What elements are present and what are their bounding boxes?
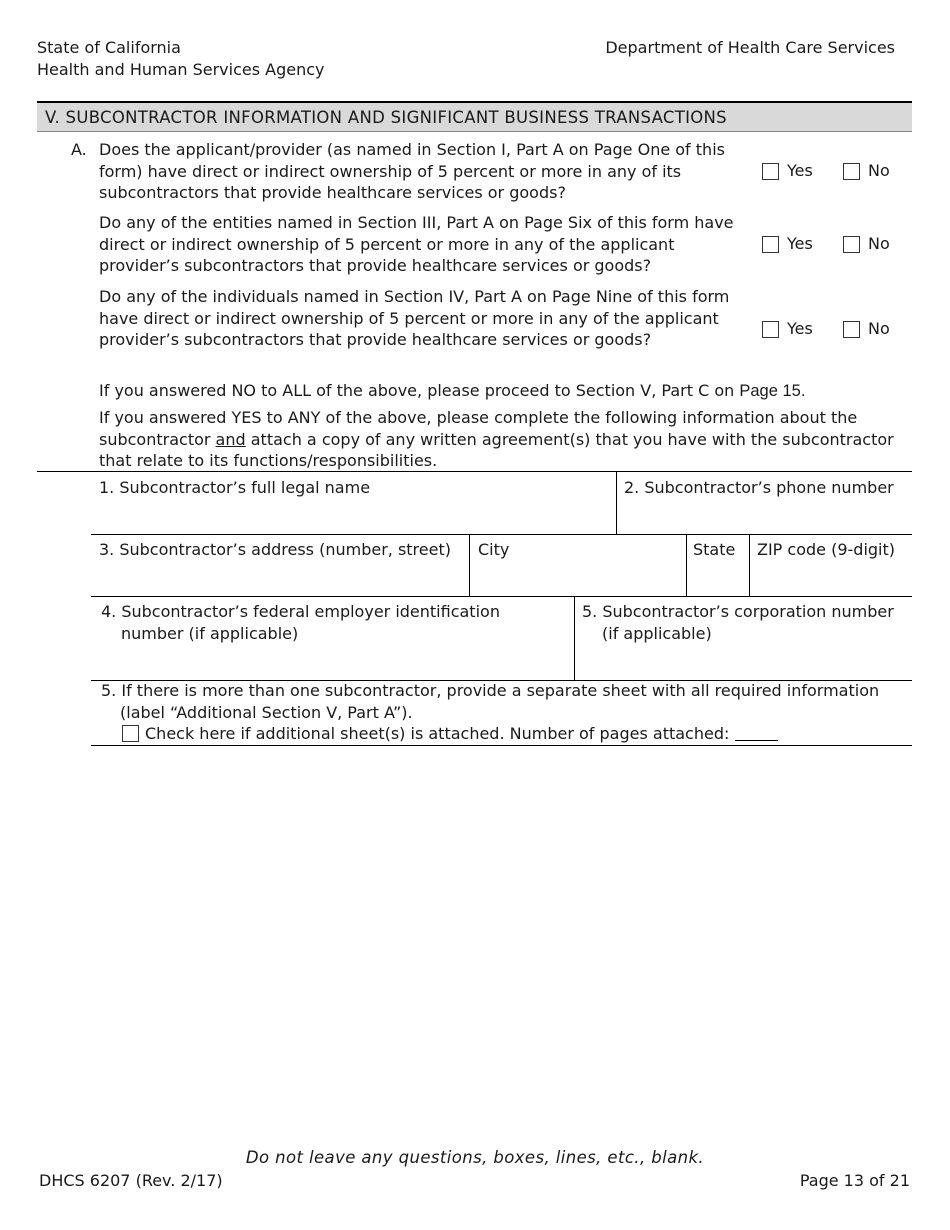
- corporation-label-line1: 5. Subcontractor’s corporation number: [582, 602, 894, 621]
- state-field[interactable]: [693, 539, 735, 561]
- q2-yes-option[interactable]: [762, 234, 813, 254]
- question-2: Do any of the entities named in Section III, Part A on Page Six of this form have direct or indirect ownership of 5 percent or more in any of the applicant provider’s subcontractors that provide healthcare services or goods?: [99, 213, 734, 275]
- additional-instruction-line1: 5. If there is more than one subcontractor, provide a separate sheet with all required information: [101, 681, 880, 700]
- page-number: Page 13 of 21: [799, 1171, 910, 1190]
- q3-no-label: No: [868, 319, 890, 338]
- additional-sheets-checkbox[interactable]: [122, 725, 139, 742]
- divider: [574, 596, 575, 680]
- additional-instruction-line2: (label “Additional Section V, Part A”).: [120, 702, 413, 722]
- q1-yes-label: Yes: [787, 161, 813, 180]
- if-yes-and: and: [215, 429, 246, 449]
- corporation-number-field[interactable]: [582, 601, 894, 644]
- divider: [686, 534, 687, 596]
- q3-yes-checkbox[interactable]: [762, 321, 779, 338]
- corporation-label-line2: (if applicable): [602, 623, 712, 643]
- address-label: 3. Subcontractor’s address (number, street): [99, 540, 451, 559]
- phone-field[interactable]: [624, 477, 894, 499]
- part-a-label: A.: [71, 140, 87, 159]
- divider: [469, 534, 470, 596]
- city-field[interactable]: [478, 539, 509, 561]
- q3-yes-option[interactable]: [762, 319, 813, 339]
- q1-yes-option[interactable]: [762, 161, 813, 181]
- agency-header: [37, 37, 325, 81]
- zip-label: ZIP code (9-digit): [757, 540, 895, 559]
- divider: [91, 534, 912, 535]
- legal-name-field[interactable]: [99, 477, 370, 499]
- q3-yes-label: Yes: [787, 319, 813, 338]
- if-yes-text-post: attach a copy of any written agreement(s) that you have with the subcontractor that relate to its functions/responsibilities.: [99, 429, 894, 470]
- if-yes-instruction: [99, 407, 909, 472]
- agency-name: Health and Human Services Agency: [37, 60, 325, 79]
- question-3: Do any of the individuals named in Section IV, Part A on Page Nine of this form have direct or indirect ownership of 5 percent or more in any of the applicant provider’s subcontractors that provide healthcare services or goods?: [99, 287, 730, 349]
- additional-sheets-check-row: [101, 723, 879, 745]
- divider: [91, 596, 912, 597]
- divider: [91, 745, 912, 746]
- q2-no-checkbox[interactable]: [843, 236, 860, 253]
- address-field[interactable]: [99, 539, 451, 561]
- if-no-text: If you answered NO to ALL of the above, please proceed to Section V, Part C on: [99, 381, 735, 400]
- legal-name-label: 1. Subcontractor’s full legal name: [99, 478, 371, 497]
- state-name: State of California: [37, 38, 181, 57]
- if-no-page-ref: Page 15.: [739, 382, 806, 400]
- q2-yes-label: Yes: [787, 234, 813, 253]
- additional-sheets-label: Check here if additional sheet(s) is attached. Number of pages attached:: [145, 724, 730, 743]
- fein-label-line1: 4. Subcontractor’s federal employer identification: [101, 602, 500, 621]
- if-yes-text-pre: If you answered YES to ANY of the above, please complete the following information about the subcontractor: [99, 408, 858, 449]
- q2-no-label: No: [868, 234, 890, 253]
- q3-no-checkbox[interactable]: [843, 321, 860, 338]
- additional-sheets-row: [101, 680, 879, 745]
- q3-no-option[interactable]: [843, 319, 890, 339]
- footer-note: Do not leave any questions, boxes, lines, etc., blank.: [245, 1148, 705, 1167]
- state-label: State: [693, 540, 736, 559]
- city-label: City: [478, 540, 510, 559]
- q1-no-checkbox[interactable]: [843, 163, 860, 180]
- fein-label-line2: number (if applicable): [121, 623, 299, 643]
- department-name: Department of Health Care Services: [605, 38, 895, 57]
- q2-no-option[interactable]: [843, 234, 890, 254]
- phone-label: 2. Subcontractor’s phone number: [624, 478, 894, 497]
- divider: [616, 471, 617, 534]
- question-1: Does the applicant/provider (as named in Section I, Part A on Page One of this form) have direct or indirect ownership of 5 percent or more in any of its subcontractors that provide healthcare services or goods?: [99, 140, 725, 202]
- q1-no-option[interactable]: [843, 161, 890, 181]
- zip-field[interactable]: [757, 539, 895, 561]
- q2-yes-checkbox[interactable]: [762, 236, 779, 253]
- q1-yes-checkbox[interactable]: [762, 163, 779, 180]
- form-id: DHCS 6207 (Rev. 2/17): [39, 1171, 223, 1190]
- section-title: V. SUBCONTRACTOR INFORMATION AND SIGNIFICANT BUSINESS TRANSACTIONS: [37, 101, 912, 132]
- divider: [749, 534, 750, 596]
- pages-attached-input[interactable]: [735, 726, 778, 741]
- divider: [37, 471, 912, 472]
- fein-field[interactable]: [101, 601, 500, 644]
- if-no-instruction: [99, 380, 805, 403]
- q1-no-label: No: [868, 161, 890, 180]
